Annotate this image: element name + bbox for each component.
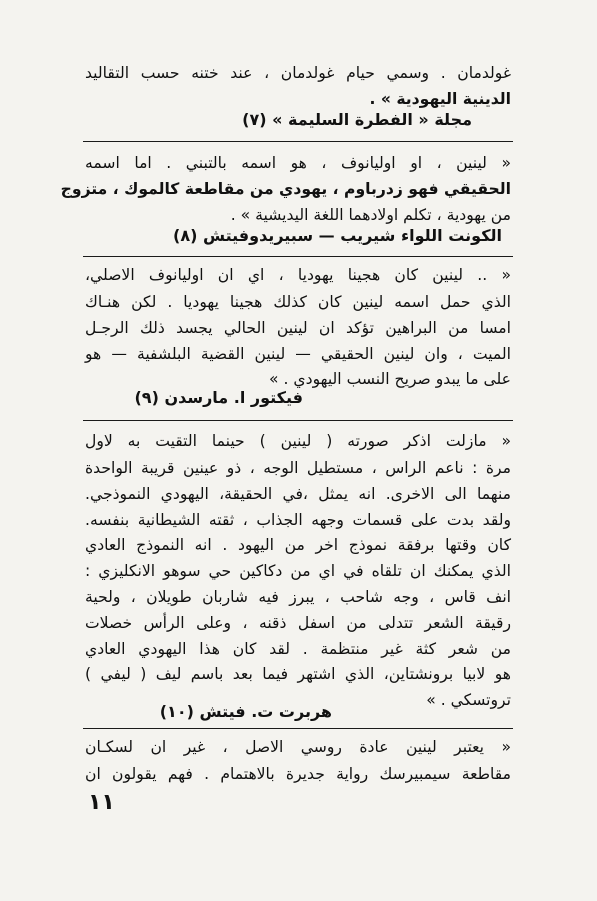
body-line: تروتسكي . »	[426, 691, 511, 709]
source-heading: مجلة « الفطرة السليمة » (٧)	[242, 110, 472, 129]
body-line: ولقد بدت على قسمات وجهه الجذاب ، ثقته الشيطانية بنفسه.	[85, 511, 511, 529]
page-number: ١١	[88, 790, 115, 815]
body-line: الذي يمكنك ان تلقاه في اي من دكاكين حي سوهو الانكليزي :	[85, 562, 511, 580]
body-line: « .. لينين كان هجينا يهوديا ، اي ان اوليانوف الاصلي،	[85, 266, 511, 284]
body-line: انف قاس ، وجه شاحب ، يبرز فيه شاربان طويلان ، ولحية	[85, 588, 511, 606]
body-line: مقاطعة سيمبيرسك رواية جديرة بالاهتمام . فهم يقولون ان	[85, 765, 511, 783]
body-line: كان وقتها برفقة نموذج اخر من اليهود . انه النموذج العادي	[85, 536, 511, 554]
source-heading: فيكتور ا. مارسدن (٩)	[134, 388, 303, 407]
body-line: غولدمان . وسمي حيام غولدمان ، عند ختنه حسب التقاليد	[85, 64, 511, 82]
body-line: الدينية اليهودية » .	[369, 90, 511, 108]
section-divider	[83, 728, 513, 729]
source-heading: الكونت اللواء شيريب — سبيريدوفيتش (٨)	[173, 226, 502, 245]
body-line: من يهودية ، تكلم اولادهما اللغة اليديشية » .	[230, 206, 511, 224]
section-divider	[83, 141, 513, 142]
body-line: امسا من البراهين تؤكد ان لينين الحالي يجسد ذلك الرجـل	[85, 319, 511, 337]
body-line: « مازلت اذكر صورته ( لينين ) حينما التقيت به لاول	[85, 432, 511, 450]
source-heading: هربرت ت. فيتش (١٠)	[159, 702, 332, 721]
section-divider	[83, 420, 513, 421]
body-line: الحقيقي فهو زدرباوم ، يهودي من مقاطعة كالموك ، متزوج	[60, 180, 511, 198]
section-divider	[83, 256, 513, 257]
body-line: مرة : ناعم الراس ، مستطيل الوجه ، ذو عينين قريبة الواحدة	[85, 459, 511, 477]
body-line: هو لابيا برونشتاين، الذي اشتهر فيما بعد باسم ليف ( ليفي )	[85, 665, 511, 683]
body-line: على ما يبدو صريح النسب اليهودي . »	[269, 370, 511, 388]
body-line: الذي حمل اسمه لينين كان كذلك هجينا يهوديا . لكن هنـاك	[85, 293, 511, 311]
body-line: « يعتبر لينين عادة روسي الاصل ، غير ان لسكـان	[85, 738, 511, 756]
body-line: من شعر كثة غير منتظمة . لقد كان هذا اليهودي العادي	[85, 640, 511, 658]
body-line: منهما الى الاخرى. انه يمثل ،في الحقيقة، اليهودي النموذجي.	[85, 485, 511, 503]
body-line: رقيقة الشعر تتدلى من اسفل ذقنه ، وعلى الرأس خصلات	[85, 614, 511, 632]
body-line: « لينين ، او اوليانوف ، هو اسمه بالتبني . اما اسمه	[85, 154, 511, 172]
body-line: الميت ، وان لينين الحقيقي — لينين القضية البلشفية — هو	[85, 345, 511, 363]
